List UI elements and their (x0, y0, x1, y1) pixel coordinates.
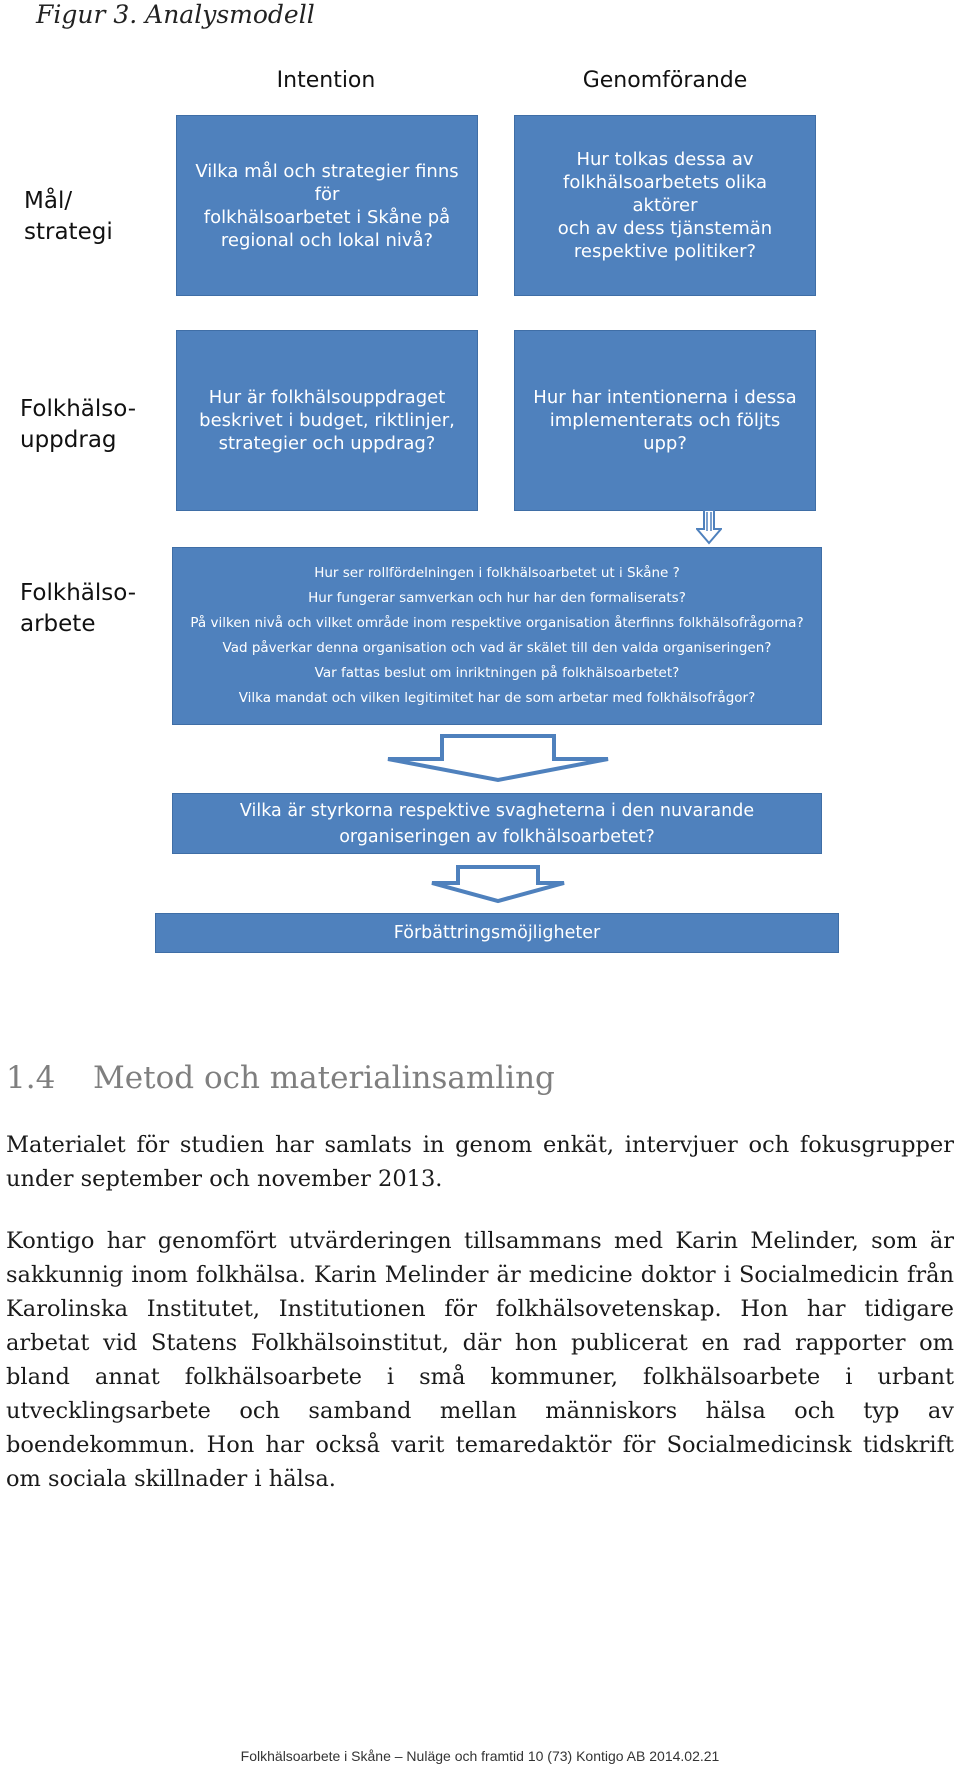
improvement-box: Förbättringsmöjligheter (155, 913, 839, 953)
question-item: På vilken nivå och vilket område inom respektive organisation återfinns folkhälsofrågorna? (190, 615, 804, 631)
figure-caption: Figur 3. Analysmodell (36, 0, 315, 29)
intention-box-folkhalsouppdrag: Hur är folkhälsouppdraget beskrivet i budget, riktlinjer, strategier och uppdrag? (176, 330, 478, 511)
column-heading-genomforande: Genomförande (582, 68, 748, 93)
question-item: Hur fungerar samverkan och hur har den formaliserats? (308, 590, 686, 606)
question-item: Vilka mandat och vilken legitimitet har de som arbetar med folkhälsofrågor? (238, 690, 756, 706)
section-heading (6, 1060, 555, 1096)
section-number: 1.4 (6, 1060, 56, 1096)
paragraph-2: Kontigo har genomfört utvärderingen tillsammans med Karin Melinder, som är sakkunnig inom folkhälsa. Karin Melinder är medicine doktor i Socialmedicin från Karolinska Institutet, Institutionen för folkhälsovetenskap. Hon har tidigare arbetat vid Statens Folkhälsoinstitut, där hon publicerat en rad rapporter om bland annat folkhälsoarbete i små kommuner, folkhälsoarbete i urbant utvecklingsarbete och samband mellan människors hälsa och typ av boendekommun. Hon har också varit temaredaktör för Socialmedicinsk tidskrift om sociala skillnader i hälsa. (6, 1228, 954, 1492)
question-item: Hur ser rollfördelningen i folkhälsoarbetet ut i Skåne ? (314, 565, 680, 581)
genomforande-box-mal-strategi: Hur tolkas dessa av folkhälsoarbetets olika aktörer och av dess tjänstemän respektive politiker? (514, 115, 816, 296)
section-title: Metod och materialinsamling (93, 1060, 555, 1096)
page-footer: Folkhälsoarbete i Skåne – Nuläge och framtid 10 (73) Kontigo AB 2014.02.21 (240, 1748, 720, 1764)
row-label-folkhalsouppdrag: Folkhälso- uppdrag (20, 396, 137, 453)
questions-box-folkhalsoarbete (172, 547, 822, 725)
row-label-mal-strategi: Mål/ strategi (24, 188, 113, 245)
strengths-weaknesses-box: Vilka är styrkorna respektive svagheterna i den nuvarande organiseringen av folkhälsoarbetet? (172, 793, 822, 854)
large-down-arrow-icon (384, 733, 612, 783)
large-down-arrow-icon-2 (428, 864, 568, 904)
question-item: Var fattas beslut om inriktningen på folkhälsoarbetet? (314, 665, 680, 681)
column-heading-intention: Intention (276, 68, 376, 93)
genomforande-box-folkhalsouppdrag: Hur har intentionerna i dessa implementerats och följts upp? (514, 330, 816, 511)
row-label-folkhalsoarbete: Folkhälso- arbete (20, 580, 137, 637)
down-arrow-icon (696, 509, 722, 545)
intention-box-mal-strategi: Vilka mål och strategier finns för folkhälsoarbetet i Skåne på regional och lokal nivå? (176, 115, 478, 296)
question-item: Vad påverkar denna organisation och vad är skälet till den valda organiseringen? (222, 640, 772, 656)
paragraph-1: Materialet för studien har samlats in genom enkät, intervjuer och fokusgrupper under september och november 2013. (6, 1132, 954, 1192)
